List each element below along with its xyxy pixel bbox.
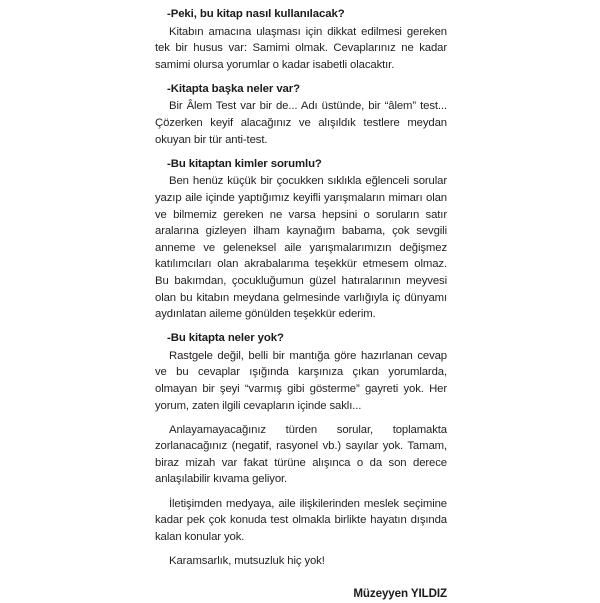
text-column [155,6,447,603]
question-heading-contents: -Kitapta başka neler var? [167,82,300,95]
paragraph-topics-covered: İletişimden medyaya, aile ilişkilerinden meslek seçimine kadar pek çok konuda test olmakla birlikte hayatın dışında kalan konular yok. [155,497,447,543]
paragraph-contents-answer: Bir Âlem Test var bir de... Adı üstünde, bir “âlem” test... Çözerken keyif alacağınız ve alışıldık testlere meydan okuyan bir tür anti-test. [155,100,447,146]
question-heading-not-included: -Bu kitapta neler yok? [167,332,284,345]
paragraph-responsible-answer: Ben henüz küçük bir çocukken sıklıkla eğlenceli sorular yazıp aile içinde yaptığımız keyifli yarışmaların mimarı olan ve bilmemiz gereken ne varsa hepsini o soruların satır aralarına gizleyen ilham kaynağım babama, çok sevgili anneme ve geleneksel aile yarışmalarımızın değişmez katılımcıları olan akrabalarıma teşekkür etmesem olmaz. Bu bakımdan, çocukluğumun güzel hatıralarının meyvesi olan bu kitabın meydana gelmesinde varlığıyla iç dünyamı aydınlatan aileme gönülden teşekkür ederim. [155,175,447,321]
author-signature: Müzeyyen YILDIZ [353,587,447,601]
question-heading-responsible: -Bu kitaptan kimler sorumlu? [167,157,322,170]
paragraph-usage-answer: Kitabın amacına ulaşması için dikkat edilmesi gereken tek bir husus var: Samimi olmak. Cevaplarınız ne kadar samimi olursa yorumlar o kadar isabetli olacaktır. [155,25,447,71]
paragraph-no-hard-questions: Anlayamayacağınız türden sorular, toplamakta zorlanacağınız (negatif, rasyonel vb.) sayılar yok. Tamam, biraz mizah var fakat türüne alışınca o da son derece anlaşılabilir kıvama geliyor. [155,423,447,486]
paragraph-closing-line: Karamsarlık, mutsuzluk hiç yok! [169,554,325,567]
question-heading-usage: -Peki, bu kitap nasıl kullanılacak? [167,8,345,20]
paragraph-not-included-answer: Rastgele değil, belli bir mantığa göre hazırlanan cevap ve bu cevaplar ışığında karşınıza çıkan yorumlarda, olmayan bir şeyi “varmış gibi gösterme” gayreti yok. Her yorum, zaten ilgili cevapların içinde saklı... [155,349,447,412]
